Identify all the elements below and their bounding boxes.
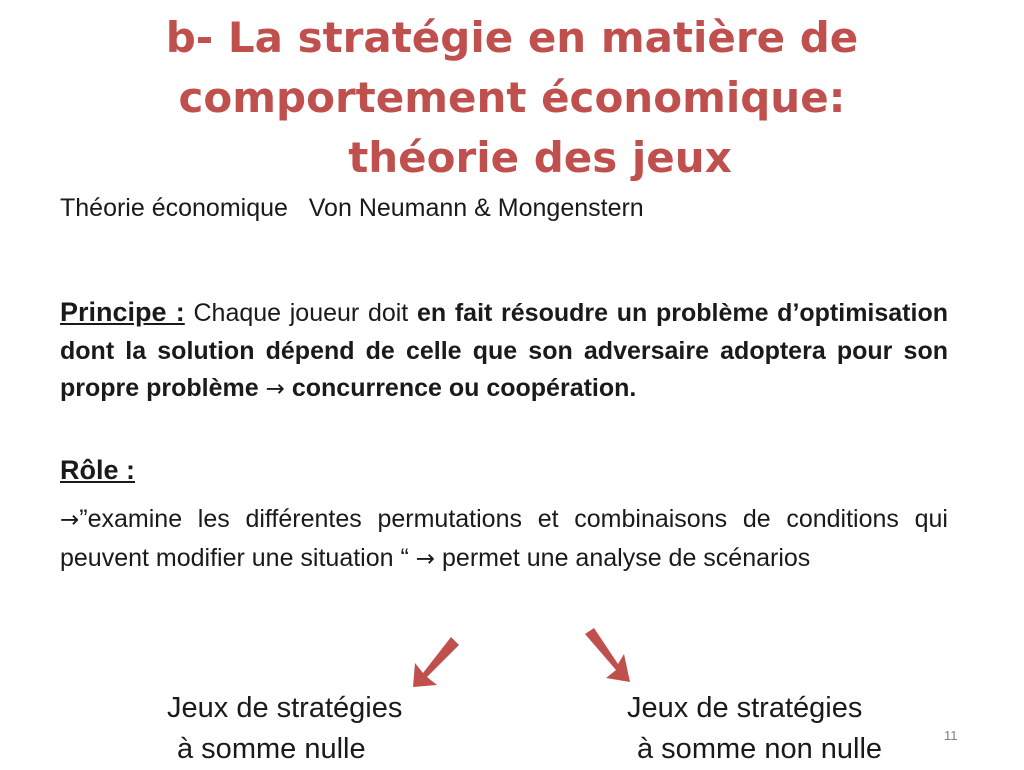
slide-title — [40, 8, 984, 188]
title-line-3: théorie des jeux — [348, 133, 732, 182]
right-arrow-icon: → — [60, 507, 80, 533]
subtitle-authors: Von Neumann & Mongenstern — [308, 194, 644, 222]
right-arrow-icon: → — [265, 376, 285, 402]
right-arrow-icon: → — [415, 545, 436, 572]
role-paragraph — [60, 501, 948, 578]
branch-zero-sum-line-2: à somme nulle — [177, 733, 366, 765]
branch-zero-sum-line-1: Jeux de stratégies — [167, 692, 403, 724]
arrow-down-left-icon — [405, 633, 465, 693]
arrow-down-right-icon — [578, 626, 638, 688]
title-line-2: comportement économique: — [178, 73, 846, 122]
principe-label: Principe : — [60, 297, 185, 327]
subtitle-theory: Théorie économique — [60, 194, 288, 222]
principe-text-plain: Chaque joueur doit — [193, 299, 409, 327]
branch-non-zero-sum-line-1: Jeux de stratégies — [627, 692, 863, 724]
branch-zero-sum — [167, 688, 402, 770]
principe-text-bold: en fait résoudre un problème d’optimisation dont la solution dépend de celle que son adversaire adoptera pour son propre problème — [60, 299, 948, 402]
role-label: Rôle : — [60, 455, 136, 485]
principe-conclusion: concurrence ou coopération. — [291, 374, 637, 402]
branch-non-zero-sum-line-2: à somme non nulle — [637, 733, 883, 765]
principe-paragraph — [60, 294, 948, 409]
role-text-1: ”examine les différentes permutations et combinaisons de conditions qui peuvent modifier une situation “ — [60, 505, 948, 572]
role-text-2: permet une analyse de scénarios — [442, 543, 811, 572]
page-number: 11 — [944, 728, 958, 743]
branch-non-zero-sum — [627, 688, 882, 770]
subtitle — [60, 194, 644, 223]
title-line-1: b- La stratégie en matière de — [165, 13, 859, 62]
